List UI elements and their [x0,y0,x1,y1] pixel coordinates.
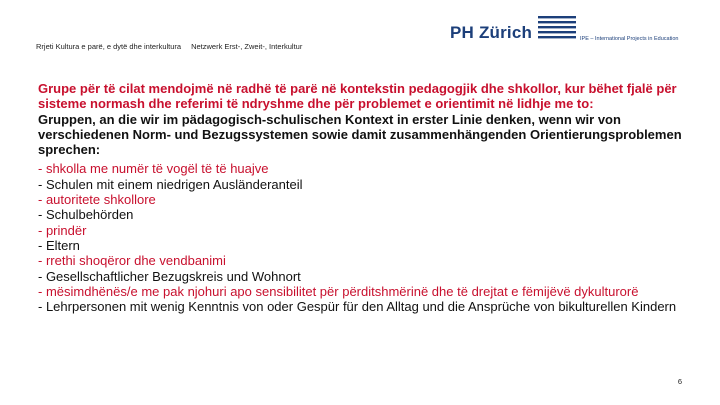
intro-german: Gruppen, an die wir im pädagogisch-schulischen Kontext in erster Linie denken, wenn wir von verschiedenen Norm- und Bezugssystemen sowie damit zusammenhängenden Orientierungsproblemen sprechen: [38,111,682,158]
list-item: - Eltern [38,237,80,253]
header-text-albanian: Rrjeti Kultura e parë, e dytë dhe interkultura [36,42,182,51]
logo-stripes-icon [538,16,578,46]
list-item: - prindër [38,222,87,238]
main-content [38,81,698,314]
list-item: - autoritete shkollore [38,192,156,208]
page-number: 6 [677,377,682,386]
group-list [38,161,698,314]
list-item: - mësimdhënës/e me pak njohuri apo sensibilitet për përditshmërinë dhe të drejtat e fëmijëvë dykulturorë [38,283,639,299]
header-breadcrumb [36,42,302,51]
logo-subtitle: IPE – International Projects in Education [580,36,679,42]
list-item: - Schulen mit einem niedrigen Ausländeranteil [38,176,303,192]
ph-zurich-logo [450,14,690,54]
list-item: - shkolla me numër të vogël të të huajve [38,161,269,177]
intro-albanian: Grupe për të cilat mendojmë në radhë të parë në kontekstin pedagogjik dhe shkollor, kur bëhet fjalë për sisteme normash dhe referimi të ndryshme dhe për problemet e orientimit në lidhje me to: [38,81,677,112]
list-item: - Lehrpersonen mit wenig Kenntnis von oder Gespür für den Alltag und die Ansprüche von bikulturellen Kindern [38,299,677,315]
list-item: - Schulbehörden [38,207,134,223]
list-item: - rrethi shoqëror dhe vendbanimi [38,253,226,269]
list-item: - Gesellschaftlicher Bezugskreis und Wohnort [38,268,301,284]
logo-text: PH Zürich [450,23,533,42]
header-text-german: Netzwerk Erst-, Zweit-, Interkultur [191,42,303,51]
